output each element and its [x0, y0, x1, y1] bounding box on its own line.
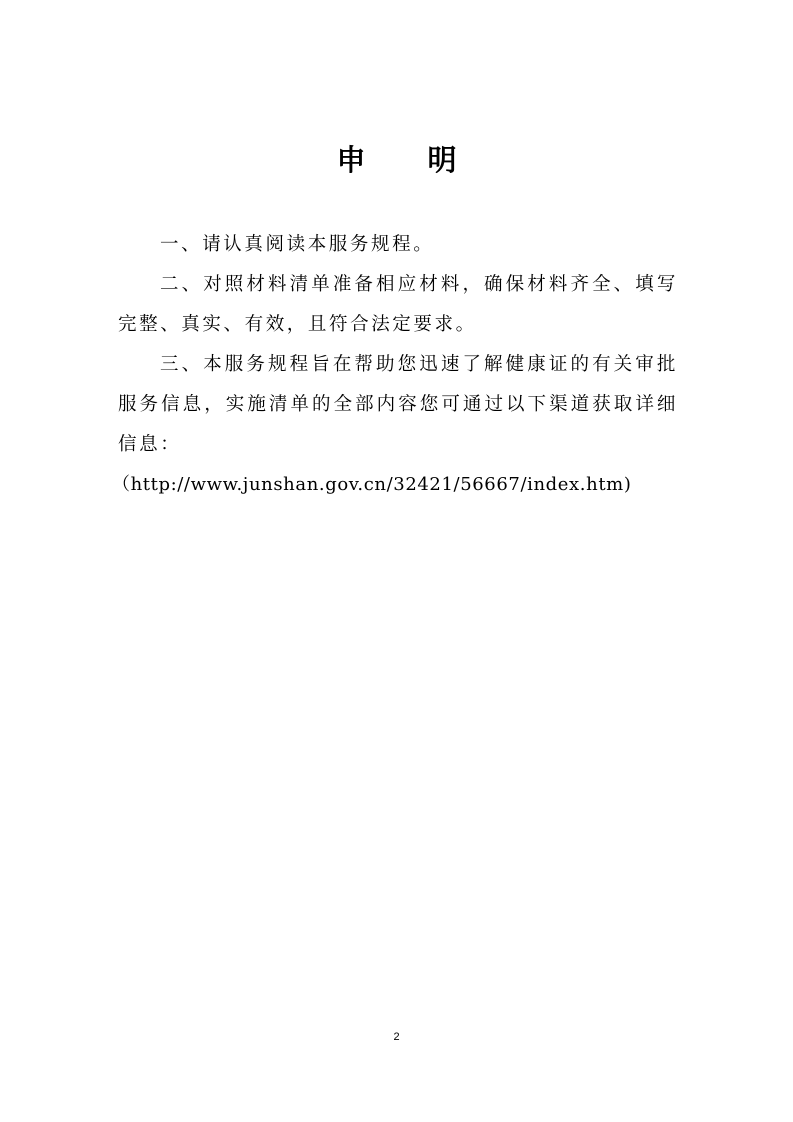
- page-title: [0, 140, 793, 180]
- title-char-2: 明: [427, 143, 457, 177]
- statement-body: [112, 225, 678, 505]
- page-number: 2: [393, 1031, 400, 1043]
- paragraph-2: 二、对照材料清单准备相应材料，确保材料齐全、填写完整、真实、有效，且符合法定要求。: [118, 274, 678, 335]
- paragraph-3: 三、本服务规程旨在帮助您迅速了解健康证的有关审批服务信息，实施清单的全部内容您可通过以下渠道获取详细信息：: [118, 354, 678, 455]
- info-url: （http://www.junshan.gov.cn/32421/56667/index.htm): [112, 474, 632, 495]
- paragraph-1: 一、请认真阅读本服务规程。: [160, 234, 435, 255]
- title-char-1: 申: [336, 143, 366, 177]
